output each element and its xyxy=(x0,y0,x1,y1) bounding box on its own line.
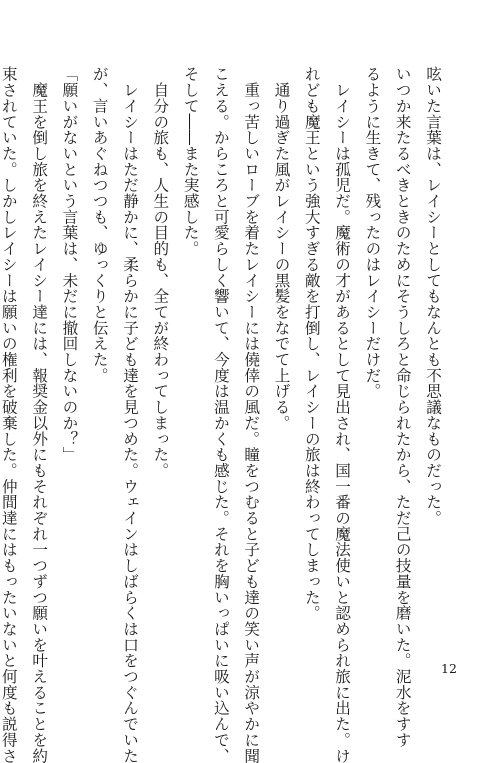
text-line: いつか来たるべきときのためにそうしろと命じられたから、ただ己の技量を磨いた。泥水をすす xyxy=(393,66,412,748)
text-line: が、言いあぐねつつも、ゆっくりと伝えた。 xyxy=(90,66,109,383)
text-line: こえる。からころと可愛らしく響いて、今度は温かくも感じた。それを胸いっぱいに吸い込んで、 xyxy=(211,66,230,763)
text-line: レイシーはただ静かに、柔らかに子ども達を見つめた。ウェインはしばらくは口をつぐんでいた xyxy=(121,66,140,763)
text-line: 「願いがないという言葉は、未だに撤回しないのか？」 xyxy=(60,66,79,463)
text-line: るように生きて、残ったのはレイシーだけだ。 xyxy=(363,66,382,399)
text-line: そして――また実感した。 xyxy=(181,66,200,257)
text-line: 束されていた。しかしレイシーは願いの権利を破棄した。仲間達にはもったいないと何度も説得さ xyxy=(0,66,18,763)
text-line: 重っ苦しいローブを着たレイシーには僥倖の風だ。瞳をつむると子ども達の笑い声が涼やかに聞 xyxy=(242,66,261,763)
text-line: れども魔王という強大すぎる敵を打倒し、レイシーの旅は終わってしまった。 xyxy=(302,66,321,621)
text-line: 呟いた言葉は、レイシーとしてもなんとも不思議なものだった。 xyxy=(424,66,442,526)
text-line: 魔王を倒し旅を終えたレイシー達には、報奨金以外にもそれぞれ一つずつ願いを叶えることを約 xyxy=(30,66,49,763)
text-line: レイシーは孤児だ。魔術の才があるとして見出され、国一番の魔法使いと認められ旅に出た。け xyxy=(333,66,352,763)
text-line: 自分の旅も、人生の目的も、全てが終わってしまった。 xyxy=(151,66,170,479)
text-line: 通り過ぎた風がレイシーの黒髪をなでて上げる。 xyxy=(272,66,291,431)
vertical-text-body xyxy=(0,66,448,763)
page-number: 12 xyxy=(441,661,457,676)
